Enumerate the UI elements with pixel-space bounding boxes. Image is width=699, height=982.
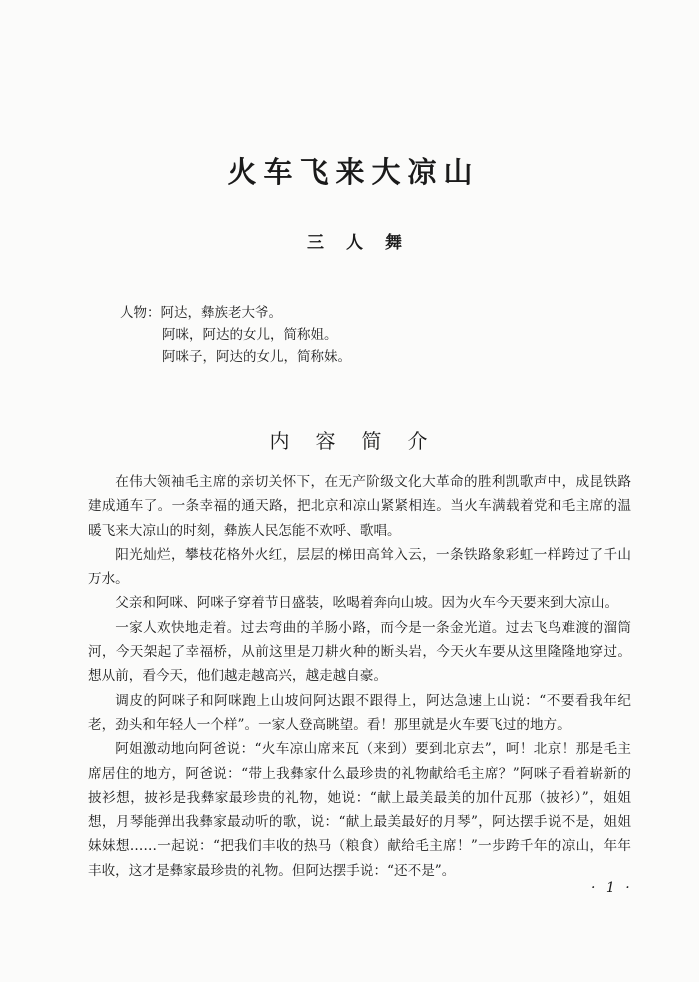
page-number: · 1 · (591, 880, 633, 896)
paragraph: 阿姐激动地向阿爸说：“火车凉山席来瓦（来到）要到北京去”，呵！北京！那是毛主席居住的地方，阿爸说：“带上我彝家什么最珍贵的礼物献给毛主席？”阿咪子看着崭新的披衫想，披衫是我彝家最珍贵的礼物，她说：“献上最美最美的加什瓦那（披衫）”，姐姐想，月琴能弹出我彝家最动听的歌，说：“献上最美最好的月琴”，阿达摆手说不是，姐姐妹妹想……一起说：“把我们丰收的热马（粮食）献给毛主席！”一步跨千年的凉山，年年丰收，这才是彝家最珍贵的礼物。但阿达摆手说：“还不是”。 (88, 741, 631, 879)
paragraph: 在伟大领袖毛主席的亲切关怀下，在无产阶级文化大革命的胜利凯歌声中，成昆铁路建成通车了。一条幸福的通天路，把北京和凉山紧紧相连。当火车满载着党和毛主席的温暖飞来大凉山的时刻，彝族人民怎能不欢呼、歌唱。 (88, 474, 631, 539)
subtitle: 三人舞 (307, 233, 424, 253)
cast-item: 人物：阿达，彝族老大爷。 (120, 305, 282, 321)
cast-item: 阿咪，阿达的女儿，简称姐。 (162, 327, 338, 343)
paragraph: 调皮的阿咪子和阿咪跑上山坡问阿达跟不跟得上，阿达急速上山说：“不要看我年纪老，劲头和年轻人一个样”。一家人登高眺望。看！那里就是火车要飞过的地方。 (88, 692, 631, 733)
cast-list (120, 302, 520, 368)
paragraph: 父亲和阿咪、阿咪子穿着节日盛装，吆喝着奔向山坡。因为火车今天要来到大凉山。 (115, 595, 619, 612)
section-heading: 内容简介 (269, 429, 454, 453)
paragraph: 一家人欢快地走着。过去弯曲的羊肠小路，而今是一条金光道。过去飞鸟难渡的溜筒河，今天架起了幸福桥，从前这里是刀耕火种的断头岩，今天火车要从这里隆隆地穿过。想从前，看今天，他们越走越高兴，越走越自豪。 (88, 619, 631, 685)
page-title: 火车飞来大凉山 (227, 155, 480, 189)
cast-item: 阿咪子，阿达的女儿，简称妹。 (162, 349, 351, 365)
paragraph: 阳光灿烂，攀枝花格外火红，层层的梯田高耸入云，一条铁路象彩虹一样跨过了千山万水。 (88, 546, 631, 588)
synopsis-body (88, 470, 631, 883)
